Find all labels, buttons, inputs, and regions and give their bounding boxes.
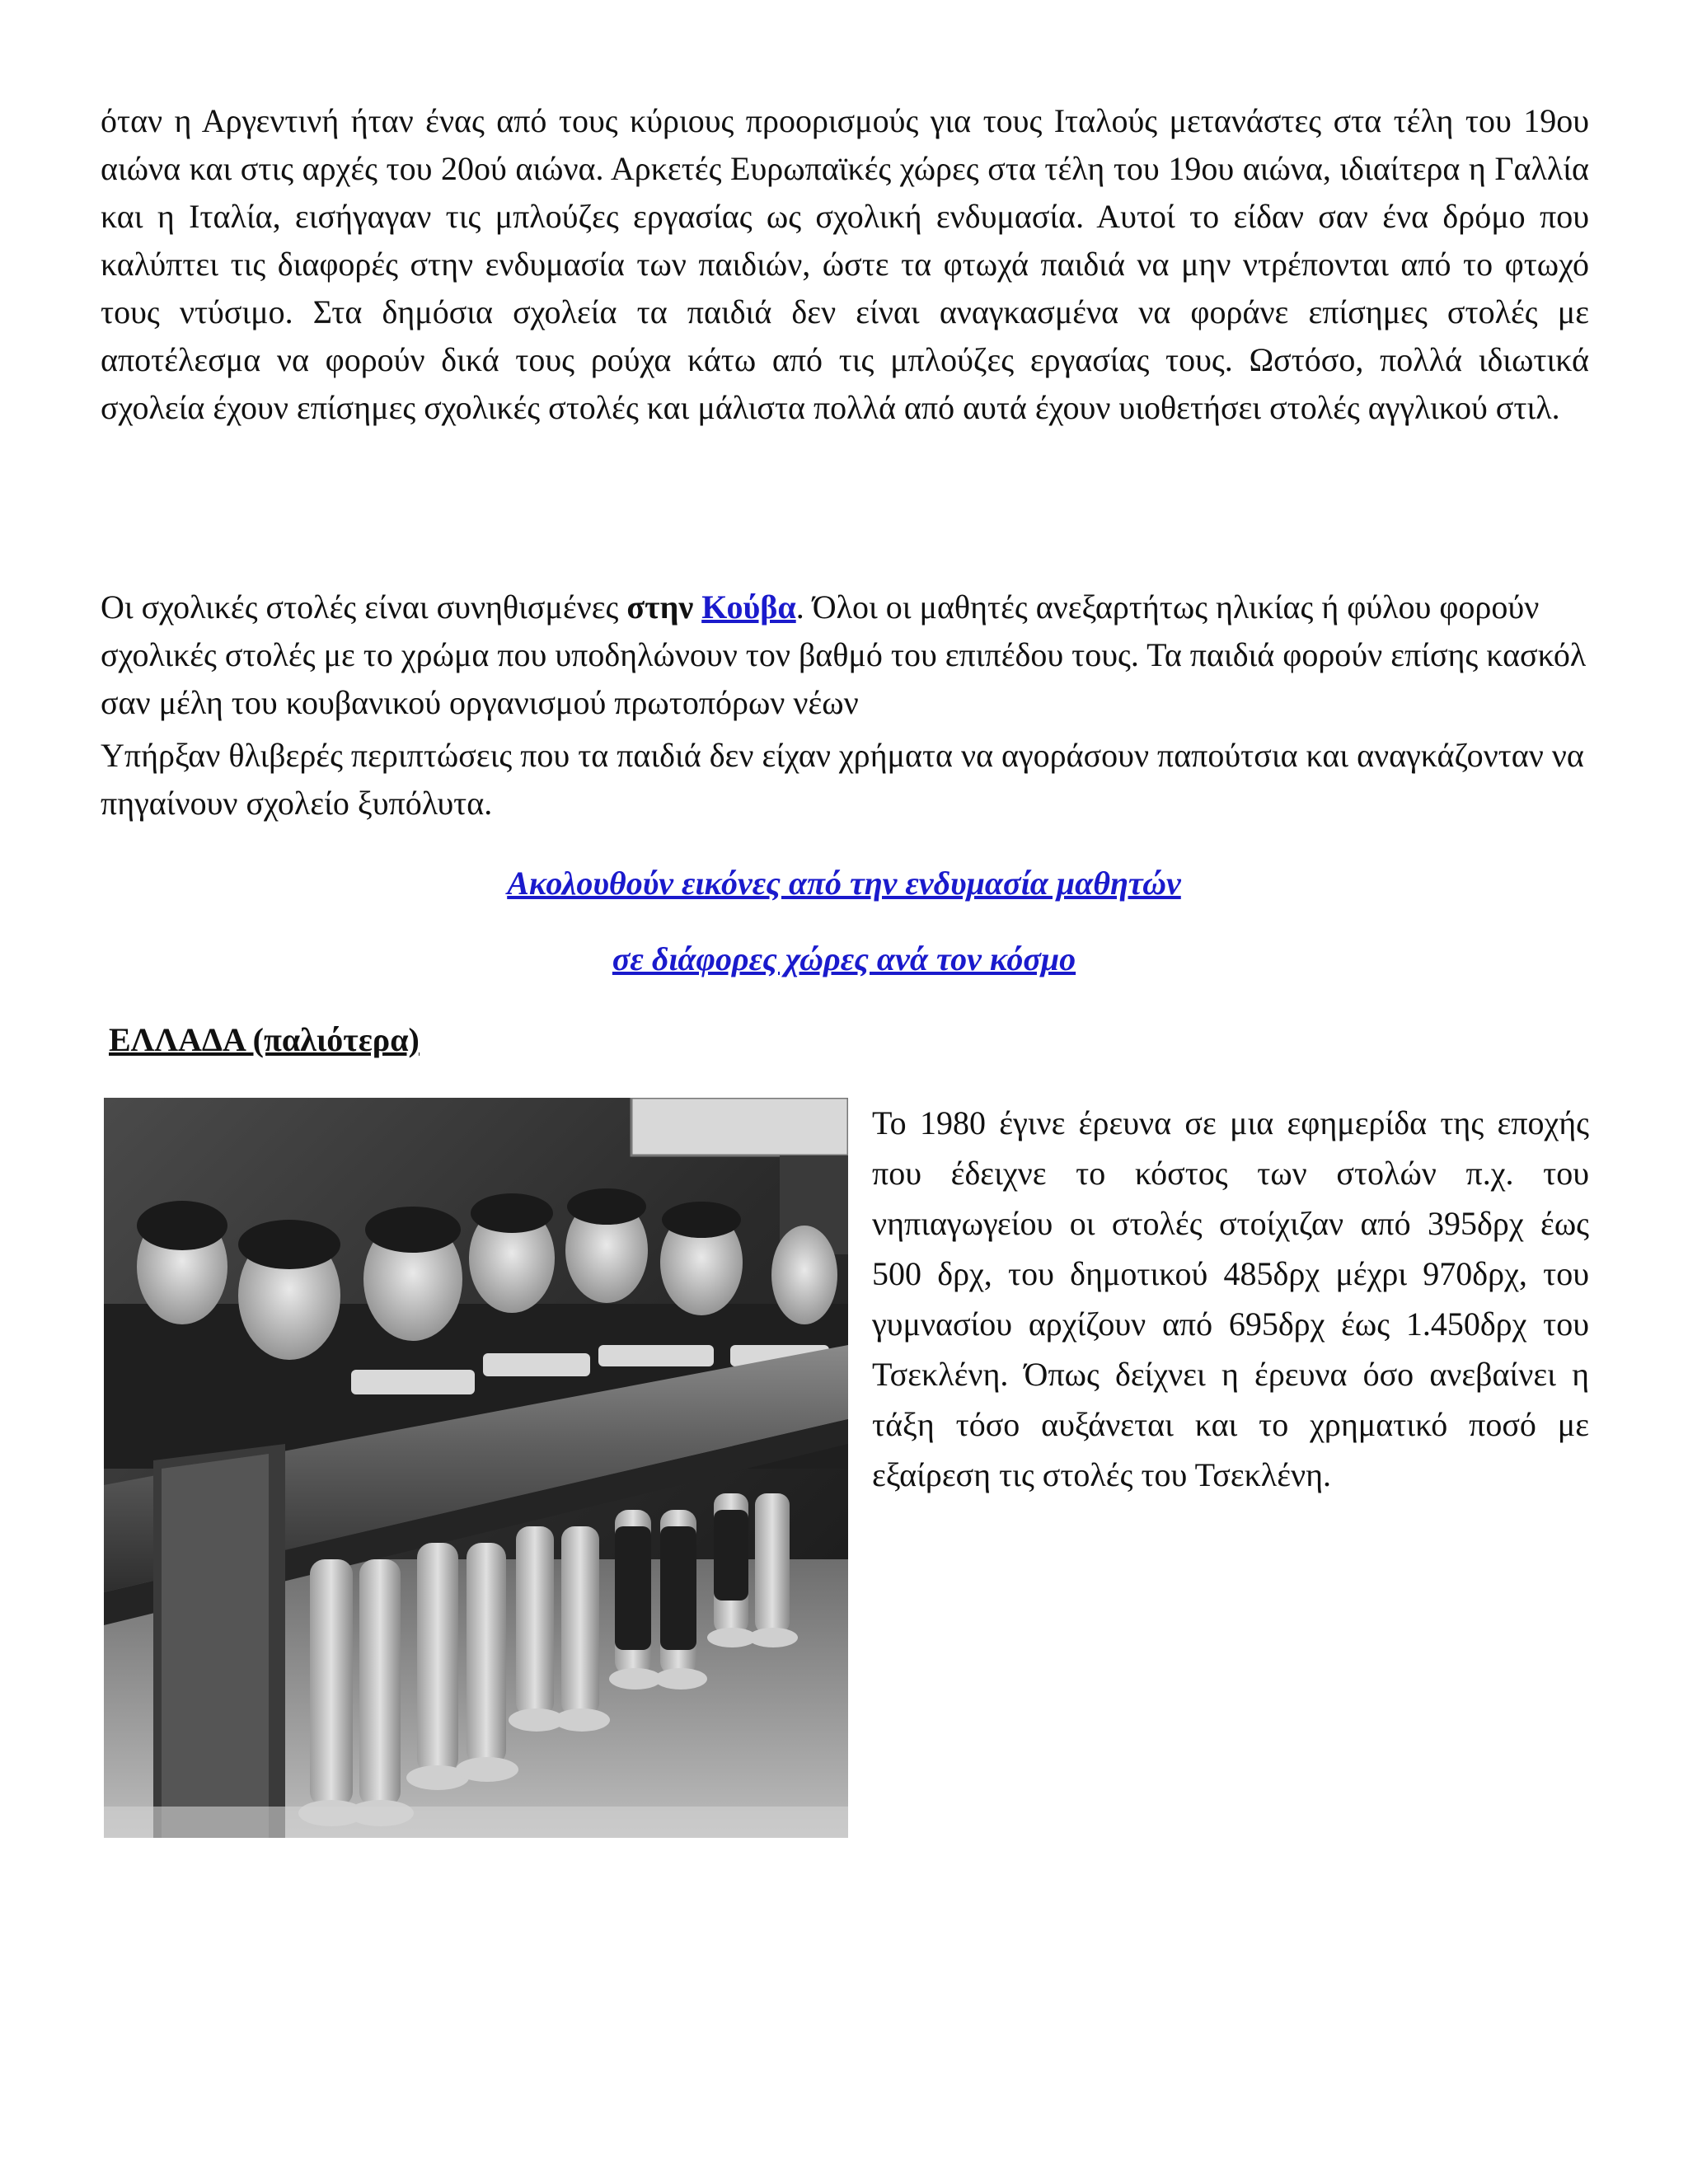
paragraph-cuba-bold: στην <box>626 588 694 626</box>
photo-drawing <box>104 1098 848 1838</box>
paragraph-cuba-text: Οι σχολικές στολές είναι συνηθισμένες <box>101 588 627 626</box>
paragraph-barefoot: Υπήρξαν θλιβερές περιπτώσεις που τα παιδιά δεν είχαν χρήματα να αγοράσουν παπούτσια και αναγκάζονταν να πηγαίνουν σχολείο ξυπόλυτα. <box>101 737 1584 822</box>
photo-image <box>104 1098 848 1838</box>
paragraph-cuba <box>101 583 1589 727</box>
section-heading-greece: ΕΛΛΑΔΑ (παλιότερα) <box>109 1021 420 1058</box>
cuba-link[interactable]: Κούβα <box>701 588 796 626</box>
images-link-1[interactable]: Ακολουθούν εικόνες από την ενδυμασία μαθητών <box>507 865 1181 902</box>
images-link-line-2 <box>0 940 1688 978</box>
side-text-survey: Το 1980 έγινε έρευνα σε μια εφημερίδα της εποχής που έδειχνε το κόστος των στολών π.χ. του νηπιαγωγείου οι στολές στοίχιζαν από 395δρχ έως 500 δρχ, του δημοτικού 485δρχ μέχρι 970δρχ, του γυμνασίου αρχίζουν από 695δρχ έως 1.450δρχ του Τσεκλένη. Όπως δείχνει η έρευνα όσο ανεβαίνει η τάξη τόσο αυξάνεται και το χρηματικό ποσό με εξαίρεση τις στολές του Τσεκλένη. <box>872 1104 1589 1493</box>
images-link-line-1 <box>0 864 1688 902</box>
images-link-2[interactable]: σε διάφορες χώρες ανά τον κόσμο <box>612 940 1076 977</box>
paragraph-argentina: όταν η Αργεντινή ήταν ένας από τους κύριους προορισμούς για τους Ιταλούς μετανάστες στα τέλη του 19ου αιώνα και στις αρχές του 20ού αιώνα. Αρκετές Ευρωπαϊκές χώρες στα τέλη του 19ου αιώνα, ιδιαίτερα η Γαλλία και η Ιταλία, εισήγαγαν τις μπλούζες εργασίας ως σχολική ενδυμασία. Αυτοί το είδαν σαν ένα δρόμο που καλύπτει τις διαφορές στην ενδυμασία των παιδιών, ώστε τα φτωχά παιδιά να μην ντρέπονται από το φτωχό τους ντύσιμο. Στα δημόσια σχολεία τα παιδιά δεν είναι αναγκασμένα να φοράνε επίσημες στολές με αποτέλεσμα να φορούν δικά τους ρούχα κάτω από τις μπλούζες εργασίας τους. Ωστόσο, πολλά ιδιωτικά σχολεία έχουν επίσημες σχολικές στολές και μάλιστα πολλά από αυτά έχουν υιοθετήσει στολές αγγλικού στιλ. <box>101 102 1589 426</box>
paragraph-cuba-space <box>693 588 701 626</box>
paragraph-cuba-rest: . Όλοι οι μαθητές ανεξαρτήτως ηλικίας ή φύλου φορούν σχολικές στολές με το χρώμα που υποδηλώνουν τον βαθμό του επιπέδου τους. Τα παιδιά φορούν επίσης κασκόλ σαν μέλη του κουβανικού οργανισμού πρωτοπόρων νέων <box>101 588 1587 721</box>
